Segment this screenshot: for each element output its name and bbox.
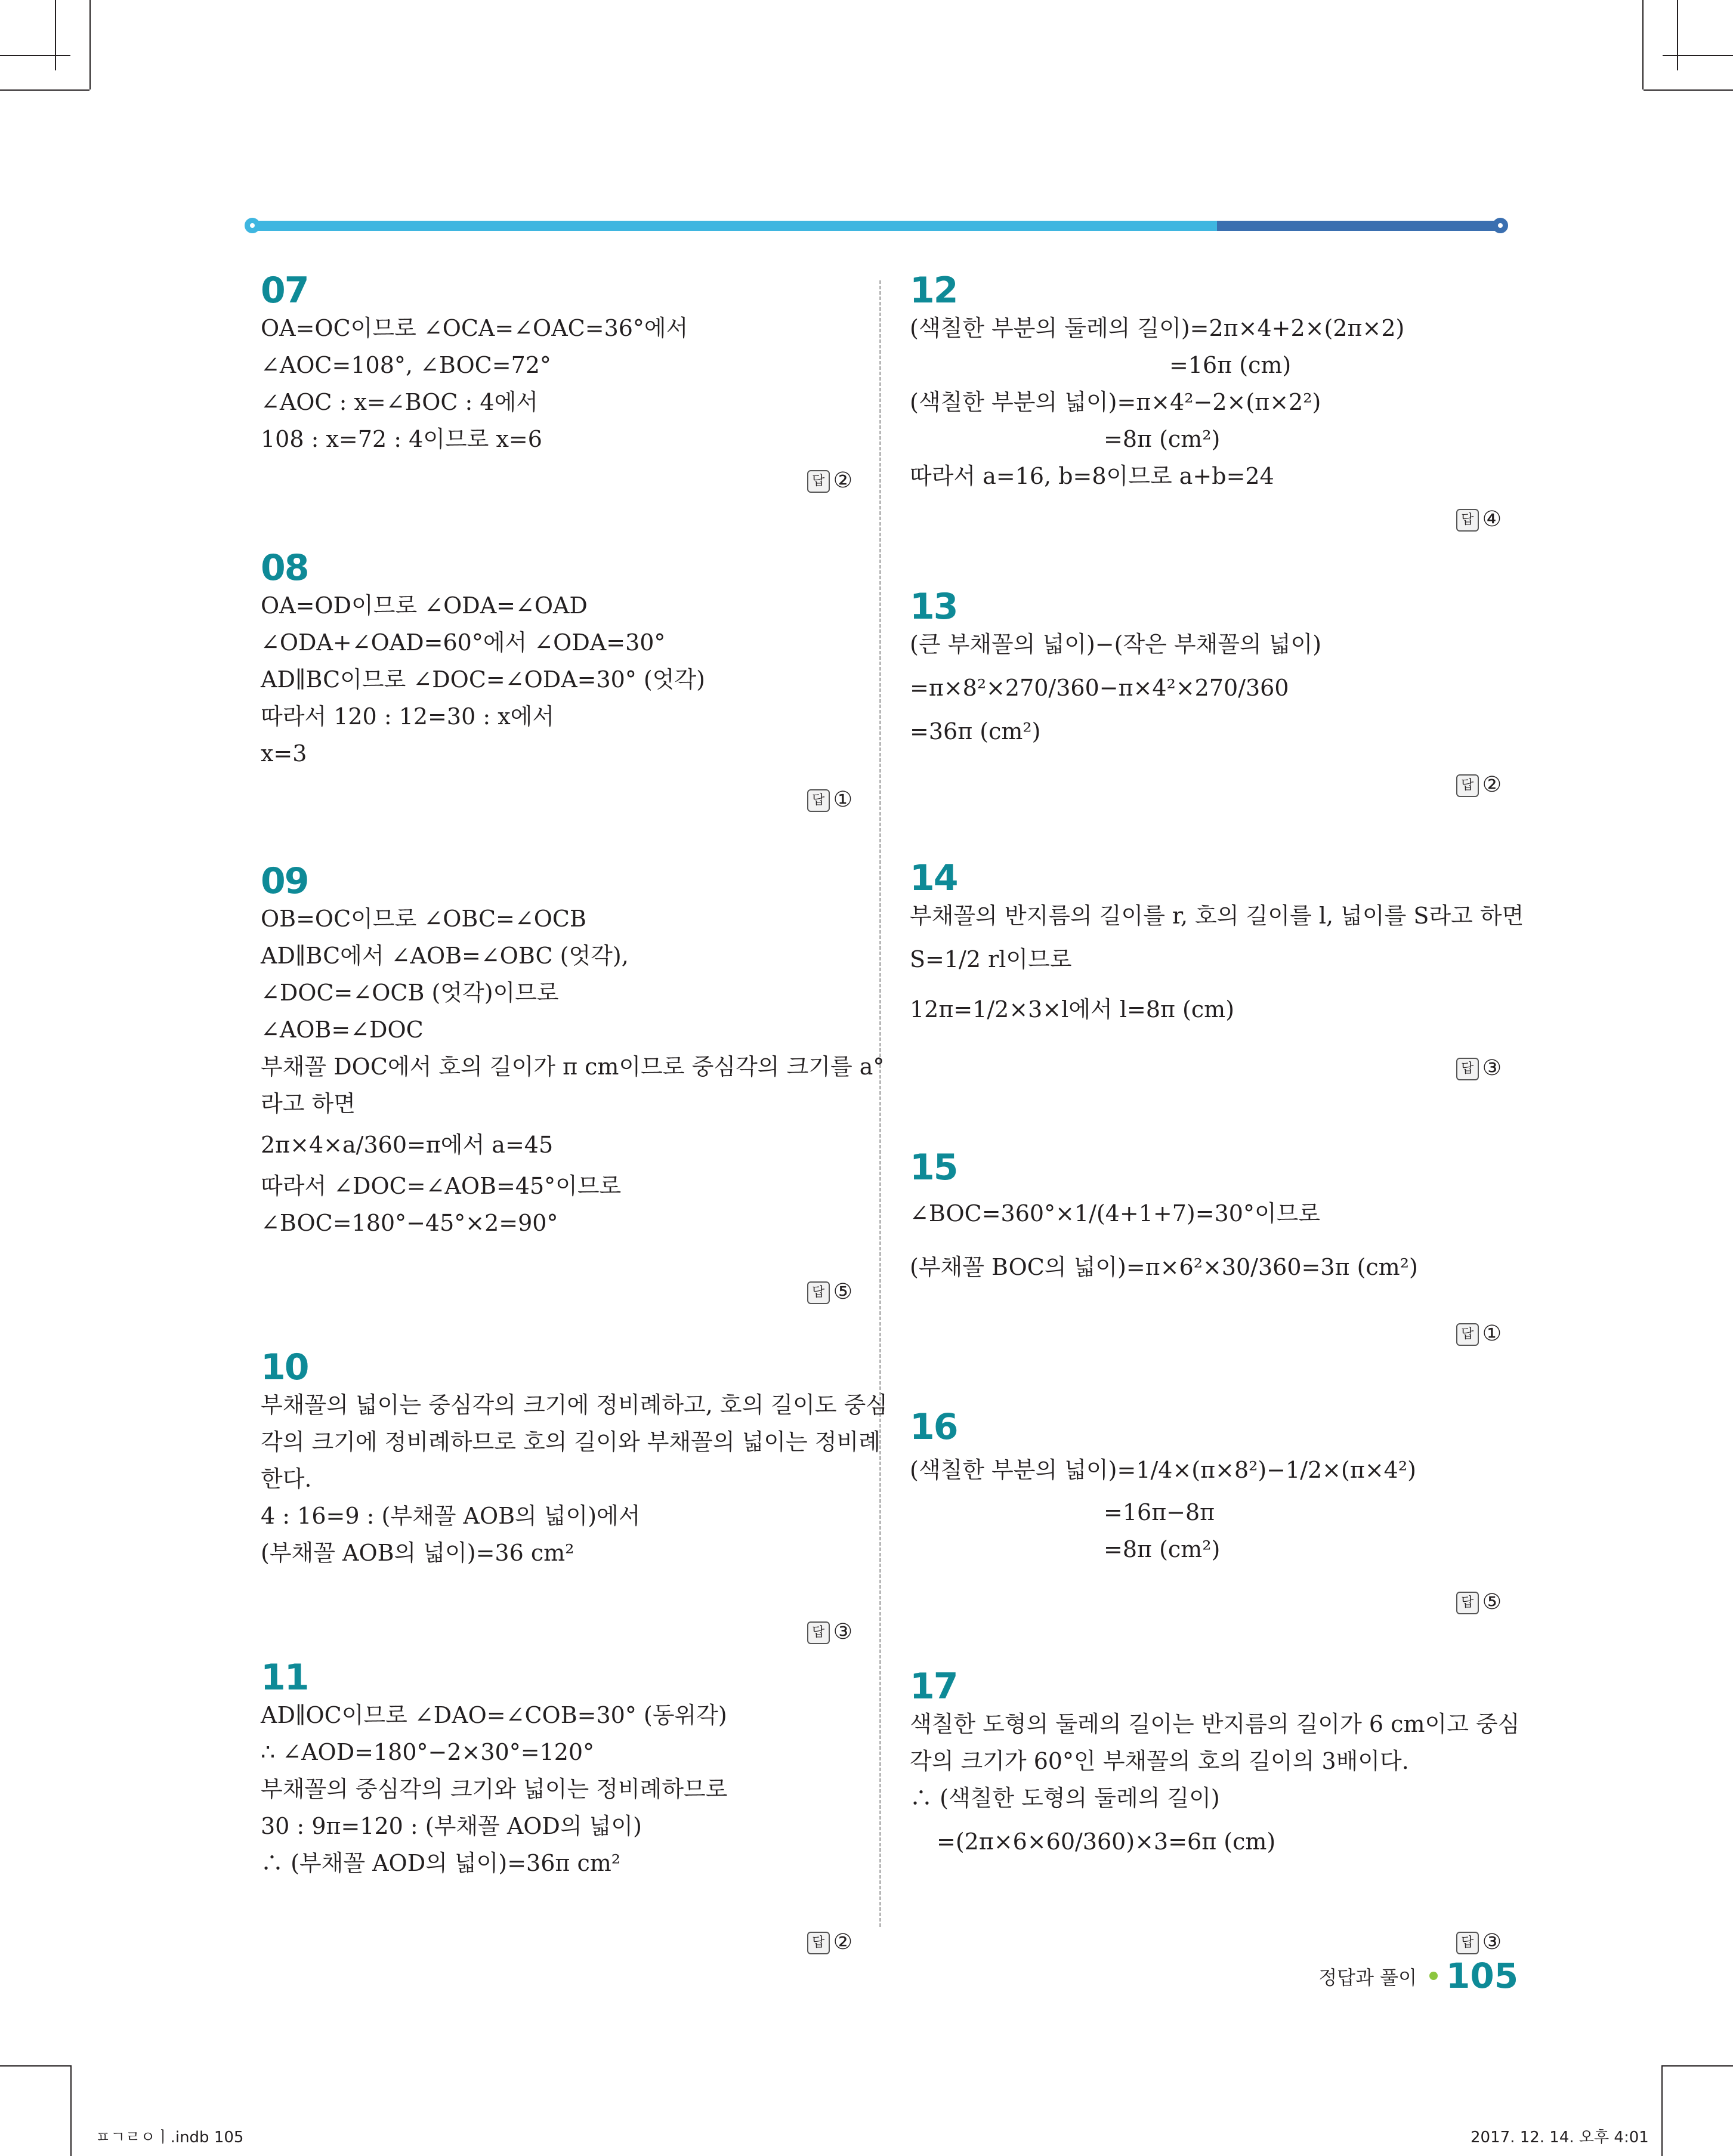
problem-13 bbox=[910, 588, 1506, 838]
solution-line: ∠AOC : x=∠BOC : 4에서 bbox=[261, 389, 538, 415]
problem-number: 16 bbox=[910, 1406, 957, 1448]
answer-marker bbox=[1456, 1590, 1502, 1614]
problem-12 bbox=[910, 271, 1506, 534]
answer-value: ⑤ bbox=[833, 1280, 852, 1304]
solution-line: AD∥OC이므로 ∠DAO=∠COB=30° (동위각) bbox=[261, 1702, 727, 1728]
answer-marker bbox=[807, 1280, 852, 1304]
solution-line: =8π (cm²) bbox=[1104, 426, 1221, 452]
solution-line: AD∥BC이므로 ∠DOC=∠ODA=30° (엇각) bbox=[261, 666, 705, 693]
problem-number: 15 bbox=[910, 1147, 957, 1188]
answer-marker bbox=[807, 787, 852, 812]
answer-badge: 답 bbox=[1456, 1323, 1479, 1346]
solution-line: ∴ ∠AOD=180°−2×30°=120° bbox=[261, 1739, 595, 1765]
crop-mark bbox=[70, 2065, 72, 2156]
answer-badge: 답 bbox=[1456, 1932, 1479, 1954]
answer-marker bbox=[807, 1620, 852, 1644]
crop-mark bbox=[1642, 0, 1644, 89]
print-slug-date: 2017. 12. 14. 오후 4:01 bbox=[1471, 2129, 1649, 2146]
answer-value: ② bbox=[833, 1930, 852, 1954]
solution-line: S=1/2 rl이므로 bbox=[910, 946, 1072, 972]
solution-line: 각의 크기에 정비례하므로 호의 길이와 부채꼴의 넓이는 정비례 bbox=[261, 1429, 881, 1455]
solution-line: x=3 bbox=[261, 740, 307, 767]
solution-line: OA=OD이므로 ∠ODA=∠OAD bbox=[261, 592, 588, 619]
solution-line: 따라서 a=16, b=8이므로 a+b=24 bbox=[910, 463, 1274, 489]
answer-value: ③ bbox=[833, 1620, 852, 1644]
solution-line: 30 : 9π=120 : (부채꼴 AOD의 넓이) bbox=[261, 1813, 642, 1839]
crop-mark bbox=[1663, 2065, 1733, 2067]
problem-10 bbox=[261, 1346, 888, 1644]
crop-mark bbox=[0, 2065, 70, 2067]
problem-09 bbox=[261, 860, 885, 1304]
solution-line: (색칠한 부분의 넓이)=π×4²−2×(π×2²) bbox=[910, 389, 1321, 415]
problem-number: 11 bbox=[261, 1657, 308, 1698]
solution-line: ∠ODA+∠OAD=60°에서 ∠ODA=30° bbox=[261, 629, 666, 656]
header-bar-right-dot bbox=[1493, 218, 1508, 233]
solution-line: (색칠한 부분의 넓이)=1/4×(π×8²)−1/2×(π×4²) bbox=[910, 1457, 1416, 1483]
solution-line: ∠BOC=180°−45°×2=90° bbox=[261, 1210, 558, 1236]
solution-line: =16π (cm) bbox=[1169, 352, 1292, 378]
problem-number: 07 bbox=[261, 270, 308, 311]
answer-marker bbox=[1456, 1930, 1502, 1954]
solution-line: 부채꼴 DOC에서 호의 길이가 π cm이므로 중심각의 크기를 a° bbox=[261, 1054, 885, 1080]
solution-line: =36π (cm²) bbox=[910, 718, 1041, 745]
footer-bullet bbox=[1429, 1972, 1438, 1980]
problem-07 bbox=[261, 271, 857, 510]
crop-mark bbox=[1644, 89, 1733, 91]
answer-marker bbox=[1456, 1321, 1502, 1346]
solution-line: AD∥BC에서 ∠AOB=∠OBC (엇각), bbox=[261, 943, 629, 969]
problem-number: 12 bbox=[910, 270, 957, 311]
page-number: 105 bbox=[1446, 1956, 1519, 1996]
footer-section-label: 정답과 풀이 bbox=[1318, 1966, 1417, 1989]
answer-badge: 답 bbox=[1456, 774, 1479, 797]
problem-number: 17 bbox=[910, 1666, 957, 1707]
solution-line: 따라서 120 : 12=30 : x에서 bbox=[261, 703, 555, 730]
answer-value: ③ bbox=[1482, 1056, 1502, 1080]
answer-value: ③ bbox=[1482, 1930, 1502, 1954]
solution-line: 부채꼴의 반지름의 길이를 r, 호의 길이를 l, 넓이를 S라고 하면 bbox=[910, 903, 1524, 929]
header-bar bbox=[251, 221, 1503, 231]
solution-line: (큰 부채꼴의 넓이)−(작은 부채꼴의 넓이) bbox=[910, 631, 1322, 657]
solution-line: ∠DOC=∠OCB (엇각)이므로 bbox=[261, 980, 559, 1006]
crop-mark bbox=[0, 89, 89, 91]
answer-value: ② bbox=[1482, 773, 1502, 797]
solution-line: 색칠한 도형의 둘레의 길이는 반지름의 길이가 6 cm이고 중심 bbox=[910, 1711, 1520, 1737]
problem-11 bbox=[261, 1657, 857, 1954]
answer-value: ⑤ bbox=[1482, 1590, 1502, 1614]
solution-line: 따라서 ∠DOC=∠AOB=45°이므로 bbox=[261, 1173, 622, 1199]
crop-mark bbox=[0, 55, 70, 56]
solution-line: ∠AOB=∠DOC bbox=[261, 1017, 424, 1043]
solution-line: =16π−8π bbox=[1104, 1499, 1215, 1525]
print-slug-file: ㅍㄱㄹㅇㅣ.indb 105 bbox=[95, 2129, 244, 2146]
answer-badge: 답 bbox=[1456, 509, 1479, 532]
answer-badge: 답 bbox=[807, 470, 830, 493]
solution-line: OB=OC이므로 ∠OBC=∠OCB bbox=[261, 906, 586, 932]
answer-value: ② bbox=[833, 468, 852, 493]
answer-badge: 답 bbox=[807, 1621, 830, 1644]
solution-line: (색칠한 부분의 둘레의 길이)=2π×4+2×(2π×2) bbox=[910, 315, 1405, 341]
problem-number: 09 bbox=[261, 860, 308, 902]
crop-mark bbox=[1661, 2065, 1663, 2156]
answer-marker bbox=[807, 468, 852, 493]
solution-line: ∠BOC=360°×1/(4+1+7)=30°이므로 bbox=[910, 1200, 1321, 1227]
crop-mark bbox=[1677, 0, 1678, 70]
solution-line: 각의 크기가 60°인 부채꼴의 호의 길이의 3배이다. bbox=[910, 1748, 1409, 1774]
crop-mark bbox=[89, 0, 91, 89]
answer-badge: 답 bbox=[1456, 1058, 1479, 1080]
solution-line: 라고 하면 bbox=[261, 1091, 356, 1117]
problem-08 bbox=[261, 547, 857, 812]
solution-line: ∴ (부채꼴 AOD의 넓이)=36π cm² bbox=[261, 1850, 620, 1876]
answer-badge: 답 bbox=[1456, 1592, 1479, 1614]
solution-line: 12π=1/2×3×l에서 l=8π (cm) bbox=[910, 996, 1235, 1023]
solution-line: ∴ (색칠한 도형의 둘레의 길이) bbox=[910, 1785, 1220, 1811]
answer-marker bbox=[807, 1930, 852, 1954]
solution-line: =8π (cm²) bbox=[1104, 1536, 1221, 1562]
problem-14 bbox=[910, 857, 1524, 1110]
answer-value: ① bbox=[1482, 1321, 1502, 1346]
answer-marker bbox=[1456, 507, 1502, 532]
crop-mark bbox=[55, 0, 56, 70]
problem-16 bbox=[910, 1408, 1506, 1647]
solution-line: 한다. bbox=[261, 1466, 312, 1492]
header-bar-left-dot bbox=[245, 218, 260, 233]
answer-marker bbox=[1456, 1056, 1502, 1080]
problem-number: 08 bbox=[261, 547, 308, 589]
solution-line: 부채꼴의 중심각의 크기와 넓이는 정비례하므로 bbox=[261, 1776, 728, 1802]
problem-number: 14 bbox=[910, 857, 957, 899]
solution-line: (부채꼴 AOB의 넓이)=36 cm² bbox=[261, 1540, 574, 1566]
crop-mark bbox=[1663, 55, 1733, 56]
solution-line: 4 : 16=9 : (부채꼴 AOB의 넓이)에서 bbox=[261, 1503, 641, 1529]
solution-line: 2π×4×a/360=π에서 a=45 bbox=[261, 1132, 554, 1158]
answer-value: ④ bbox=[1482, 507, 1502, 532]
problem-17 bbox=[910, 1666, 1520, 1954]
answer-badge: 답 bbox=[807, 1281, 830, 1304]
solution-line: =π×8²×270/360−π×4²×270/360 bbox=[910, 675, 1289, 701]
solution-line: =(2π×6×60/360)×3=6π (cm) bbox=[937, 1828, 1276, 1855]
answer-marker bbox=[1456, 773, 1502, 797]
answer-badge: 답 bbox=[807, 1932, 830, 1954]
column-divider bbox=[879, 280, 881, 1927]
problem-15 bbox=[910, 1148, 1506, 1375]
answer-value: ① bbox=[833, 787, 852, 812]
solution-line: 108 : x=72 : 4이므로 x=6 bbox=[261, 426, 542, 452]
problem-number: 10 bbox=[261, 1346, 308, 1388]
solution-line: OA=OC이므로 ∠OCA=∠OAC=36°에서 bbox=[261, 315, 688, 341]
solution-line: 부채꼴의 넓이는 중심각의 크기에 정비례하고, 호의 길이도 중심 bbox=[261, 1392, 888, 1418]
answer-badge: 답 bbox=[807, 789, 830, 812]
problem-number: 13 bbox=[910, 586, 957, 628]
solution-line: ∠AOC=108°, ∠BOC=72° bbox=[261, 352, 551, 378]
solution-line: (부채꼴 BOC의 넓이)=π×6²×30/360=3π (cm²) bbox=[910, 1254, 1418, 1280]
